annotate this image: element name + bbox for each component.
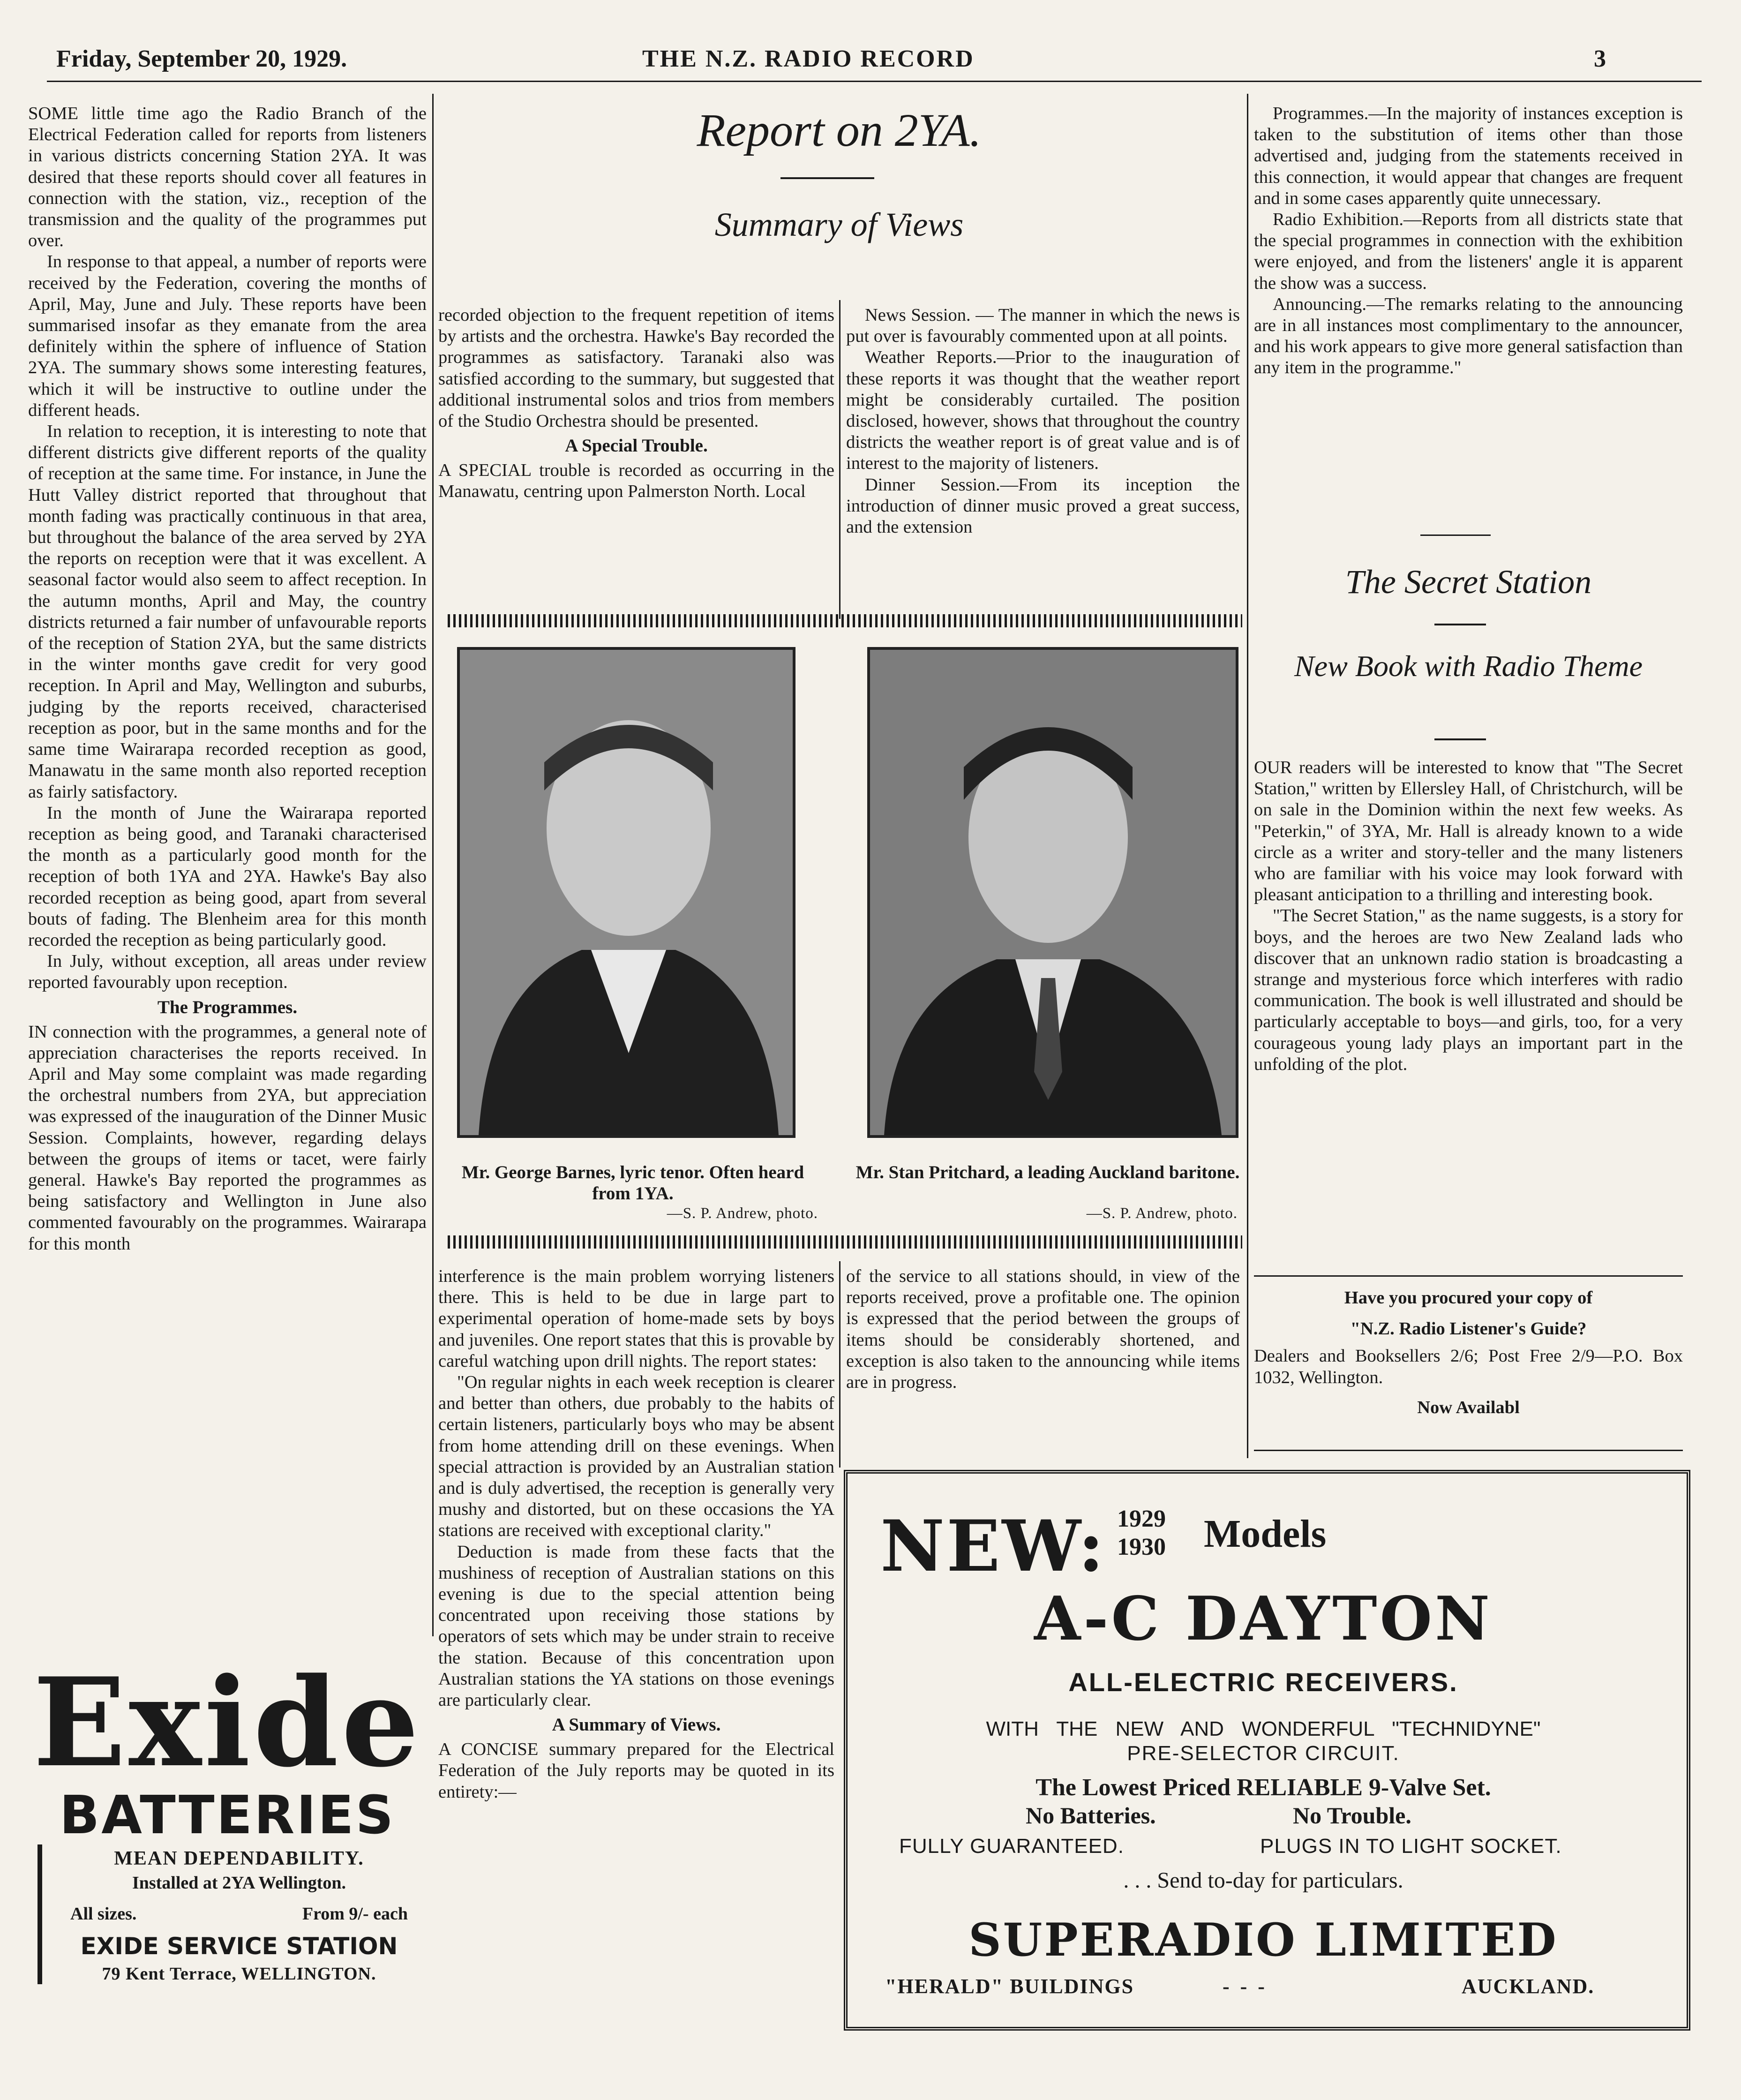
dayton-receivers: ALL-ELECTRIC RECEIVERS. (1068, 1667, 1458, 1697)
response-paragraph: In response to that appeal, a number of reports were received by the Federation, covering the months of April, May, June and July. These reports have been summarised insofar as they emanate from the area definitely within the sphere of influence of Station 2YA. The summary shows some interesting features, which it will be instructive to outline under the different heads. (28, 252, 427, 420)
special-trouble-paragraph: A SPECIAL trouble is recorded as occurring in the Manawatu, centring upon Palmerston North. Local (438, 460, 834, 502)
secret-station-paragraph-1: OUR readers will be interested to know that "The Secret Station," written by Ellersley Hall, of Christchurch, will be on sale in the Dominion within the next few weeks. As "Peterkin," of 3YA, Mr. Hall is already known to a wide circle as a writer and story-teller and the many listeners who are familiar with his voice may look forward with pleasant anticipation to a thrilling and interesting book. (1254, 758, 1683, 905)
guide-ad-top-rule (1254, 1275, 1683, 1277)
secret-station-subtitle: New Book with Radio Theme (1294, 649, 1643, 683)
news-session-paragraph: News Session. — The manner in which the news is put over is favourably commented upon at all points. (846, 305, 1240, 346)
caption-stan-pritchard: Mr. Stan Pritchard, a leading Auckland baritone. (855, 1162, 1240, 1182)
programmes-heading: The Programmes. (157, 997, 298, 1017)
dayton-send: . . . Send to-day for particulars. (1123, 1868, 1403, 1893)
interference-paragraph: interference is the main problem worrying listeners there. This is held to be due in large part to experimental operation of home-made sets by boys and juveniles. One report states that this is provable by careful watching upon drill nights. The report states: (438, 1266, 834, 1371)
photo-border-bottom (448, 1235, 1242, 1249)
dayton-with-line: WITH THE NEW AND WONDERFUL "TECHNIDYNE" (986, 1717, 1541, 1740)
guide-ad-availability: Now Availabl (1417, 1398, 1520, 1417)
programmes-paragraph: IN connection with the programmes, a general note of appreciation characterises the reports received. In April and May some complaint was made regarding the orchestral numbers from 2YA, but appreciation was expressed of the inauguration of the Dinner Music Session. Complaints, however, regarding delays between the groups of items or tacet, were fairly general. Hawke's Bay reported the programmes as being satisfactory and Wellington in June also commented favourably on the programmes. Wairarapa for this month (28, 1022, 427, 1254)
credit-stan-pritchard: —S. P. Andrew, photo. (1086, 1205, 1238, 1222)
dayton-lowest-priced: The Lowest Priced RELIABLE 9-Valve Set. (1036, 1774, 1491, 1801)
dayton-new: NEW: (880, 1505, 1106, 1588)
dayton-dashes: - - - (1223, 1975, 1268, 1998)
objection-paragraph: recorded objection to the frequent repetition of items by artists and the orchestra. Hawke's Bay recorded the programmes as satisfactory. Taranaki also was satisfied according to the summary, but suggested that additional instrumental solos and trios from members of the Studio Orchestra should be presented. (438, 305, 834, 431)
column-divider (432, 94, 434, 1636)
dayton-city: AUCKLAND. (1462, 1975, 1595, 1998)
dayton-guaranteed: FULLY GUARANTEED. (899, 1835, 1124, 1858)
exide-installed: Installed at 2YA Wellington. (132, 1873, 346, 1893)
article-title: Report on 2YA. (697, 104, 982, 156)
guide-ad-title: "N.Z. Radio Listener's Guide? (1350, 1319, 1587, 1339)
secret-station-body (1254, 757, 1683, 1075)
dayton-models: Models (1204, 1512, 1327, 1556)
section-rule (1420, 534, 1491, 536)
dayton-buildings: "HERALD" BUILDINGS (885, 1975, 1134, 1998)
secret-station-title: The Secret Station (1345, 563, 1592, 601)
column-3-top (846, 305, 1240, 538)
guide-ad (1254, 1287, 1683, 1418)
dayton-year-1: 1929 (1117, 1505, 1166, 1532)
dinner-session-paragraph: Dinner Session.—From its inception the introduction of dinner music proved a great success, and the extension (846, 474, 1240, 537)
exide-station: EXIDE SERVICE STATION (80, 1933, 398, 1960)
secret-subtitle-rule (1434, 738, 1486, 740)
dayton-no-batteries: No Batteries. (1026, 1802, 1156, 1829)
exide-brand: Exide (33, 1651, 422, 1794)
dayton-brand: A-C DAYTON (1034, 1584, 1493, 1654)
title-rule (780, 177, 874, 179)
exide-price: From 9/- each (302, 1904, 408, 1924)
dayton-plugs: PLUGS IN TO LIGHT SOCKET. (1260, 1835, 1562, 1858)
header-paper-title: THE N.Z. RADIO RECORD (642, 45, 975, 72)
weather-reports-paragraph: Weather Reports.—Prior to the inauguration of these reports it was thought that the weather report might be considerably curtailed. The position disclosed, however, shows that throughout the country districts the weather report is of great value and is of interest to the majority of listeners. (846, 347, 1240, 474)
column-divider (1247, 94, 1248, 1458)
service-paragraph: of the service to all stations should, in view of the reports received, prove a profitable one. The opinion is expressed that the period between the groups of items should be considerably shortened, and exception is also taken to the announcing while items are in progress. (846, 1266, 1240, 1392)
reception-paragraph: In relation to reception, it is interesting to note that different districts give different reports of the quality of reception at the same time. For instance, in June the Hutt Valley district reported that throughout that month fading was practically continuous in that area, but throughout the balance of the area served by 2YA the reports on reception were that it was excellent. A seasonal factor would also seem to affect reception. In the autumn months, April and May, the country districts returned a fair number of unfavourable reports of the reception of Station 2YA, but the same districts in the winter months gave credit for very good reception. In April and May, Wellington and suburbs, judging by the reports received, characterised reception as poor, but in the same months and for the same time Wairarapa recorded reception as good, Manawatu in the same month also reported reception as fairly satisfactory. (28, 422, 427, 802)
column-1 (28, 103, 427, 1255)
credit-george-barnes: —S. P. Andrew, photo. (667, 1205, 818, 1222)
exide-batteries: BATTERIES (59, 1785, 396, 1846)
exide-sizes-row (52, 1904, 427, 1924)
column-3-bottom (846, 1266, 1240, 1393)
programmes-complaint-paragraph: Programmes.—In the majority of instances exception is taken to the substitution of items other than those advertised and, judging from the statements received in this connection, it would appear that changes are frequent and in some cases apparently quite unnecessary. (1254, 104, 1683, 208)
photo-border-top (448, 614, 1242, 627)
dayton-circuit: PRE-SELECTOR CIRCUIT. (1127, 1742, 1400, 1765)
intro-paragraph: SOME little time ago the Radio Branch of the Electrical Federation called for reports from listeners in various districts concerning Station 2YA. It was desired that these reports should cover all features in connection with the station, viz., reception of the transmission and the quality of the programmes put over. (28, 104, 427, 251)
secret-title-rule (1434, 624, 1486, 625)
photo-george-barnes (457, 647, 795, 1138)
portrait-image (870, 650, 1236, 1135)
article-subtitle: Summary of Views (714, 206, 964, 243)
dayton-year-2: 1930 (1117, 1534, 1166, 1560)
column-2-top (438, 305, 834, 503)
exide-tagline: MEAN DEPENDABILITY. (114, 1848, 364, 1869)
dayton-company: SUPERADIO LIMITED (968, 1913, 1558, 1966)
photo-stan-pritchard (867, 647, 1238, 1138)
column-2-bottom (438, 1266, 834, 1803)
quote-paragraph: "On regular nights in each week reception is clearer and better than others, due probably to the habits of certain listeners, particularly boys who may be absent from home attending drill on these evenings. When special attraction is provided by an Australian station and is duly advertised, the reception is generally very mushy and distorted, but on these occasions the YA stations are received with exceptional clarity." (438, 1372, 834, 1541)
header-date: Friday, September 20, 1929. (56, 45, 347, 72)
june-paragraph: In the month of June the Wairarapa reported reception as being good, and Taranaki characterised the month as a particularly good month for the reception of both 1YA and 2YA. Hawke's Bay also recorded reception as being good, apart from several bouts of fading. The Blenheim area for this month recorded the reception as being particularly good. (28, 803, 427, 950)
announcing-paragraph: Announcing.—The remarks relating to the announcing are in all instances most complimentary to the announcer, and his work appears to give more general satisfaction than any item in the programme." (1254, 294, 1683, 378)
guide-ad-price: Dealers and Booksellers 2/6; Post Free 2/9—P.O. Box 1032, Wellington. (1254, 1346, 1683, 1387)
exide-ad (28, 1651, 427, 2063)
july-paragraph: In July, without exception, all areas under review reported favourably upon reception. (28, 951, 427, 993)
portrait-image (460, 650, 793, 1135)
column-divider (839, 1261, 840, 1468)
header-page-number: 3 (1594, 45, 1606, 72)
summary-paragraph: A CONCISE summary prepared for the Electrical Federation of the July reports may be quoted in its entirety:— (438, 1739, 834, 1802)
special-trouble-heading: A Special Trouble. (565, 436, 708, 456)
secret-station-paragraph-2: "The Secret Station," as the name suggests, is a story for boys, and the heroes are two New Zealand lads who discover that an unknown radio station is broadcasting a strange and mysterious force which interferes with radio communication. The book is well illustrated and should be particularly acceptable to boys—and girls, too, for a very courageous young lady plays an important part in the unfolding of the plot. (1254, 906, 1683, 1074)
column-divider (839, 300, 840, 619)
guide-ad-bottom-rule (1254, 1450, 1683, 1451)
dayton-ad (844, 1470, 1690, 2031)
summary-of-views-heading: A Summary of Views. (552, 1715, 721, 1735)
header-rule (47, 81, 1702, 82)
dayton-no-trouble: No Trouble. (1293, 1802, 1411, 1829)
deduction-paragraph: Deduction is made from these facts that the mushiness of reception of Australian stations on this evening is due to the special attention being concentrated upon receiving those stations by operators of sets which may be under strain to receive the station. Because of this concentration upon Australian stations the YA stations on those evenings are particularly clear. (438, 1542, 834, 1710)
guide-ad-line1: Have you procured your copy of (1344, 1288, 1593, 1308)
exide-details (38, 1844, 427, 1984)
exide-address: 79 Kent Terrace, WELLINGTON. (102, 1964, 376, 1984)
radio-exhibition-paragraph: Radio Exhibition.—Reports from all districts state that the special programmes in connection with the exhibition were enjoyed, and from the listeners' angle it is apparent the show was a success. (1254, 210, 1683, 293)
column-4 (1254, 103, 1683, 379)
caption-george-barnes: Mr. George Barnes, lyric tenor. Often heard from 1YA. (461, 1162, 804, 1204)
exide-sizes: All sizes. (70, 1904, 137, 1924)
